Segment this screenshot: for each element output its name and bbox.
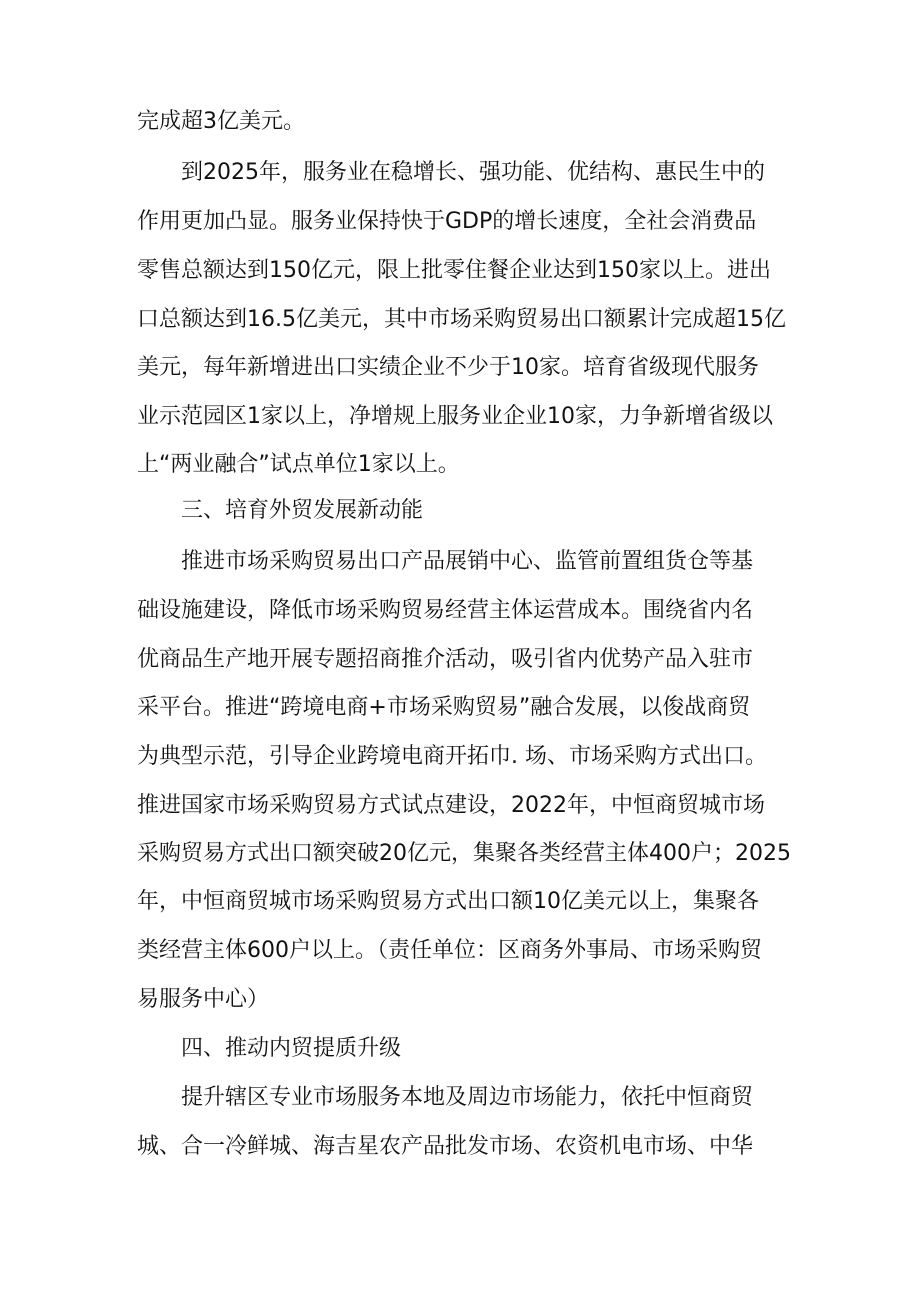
section-heading: 四、推动内贸提质升级 <box>181 1036 402 1061</box>
text-line: 提升辖区专业市场服务本地及周边市场能力，依托中恒商贸 <box>181 1085 754 1110</box>
text-line: 为典型示范，引导企业跨境电商开拓巾. 场、市场采购方式出口。 <box>137 744 767 769</box>
text-line: 优商品生产地开展专题招商推介活动，吸引省内优势产品入驻市 <box>137 647 754 672</box>
text-line: 推进市场采购贸易出口产品展销中心、监管前置组货仓等基 <box>181 549 754 574</box>
text-line: 易服务中心） <box>137 987 270 1012</box>
text-line: 年，中恒商贸城市场采购贸易方式出口额10亿美元以上，集聚各 <box>137 889 759 914</box>
text-line: 城、合一冷鲜城、海吉星农产品批发市场、农资机电市场、中华 <box>137 1134 754 1159</box>
text-line: 采购贸易方式出口额突破20亿元，集聚各类经营主体400户；2025 <box>137 841 791 866</box>
text-line: 美元，每年新增进出口实绩企业不少于10家。培育省级现代服务 <box>137 355 759 380</box>
text-line: 采平台。推进“跨境电商+市场采购贸易”融合发展，以俊战商贸 <box>137 695 751 720</box>
text-line: 零售总额达到150亿元，限上批零住餐企业达到150家以上。进出 <box>137 258 771 283</box>
text-line: 推进国家市场采购贸易方式试点建设，2022年，中恒商贸城市场 <box>137 793 765 818</box>
text-line: 础设施建设，降低市场采购贸易经营主体运营成本。围绕省内名 <box>137 598 754 623</box>
text-line: 业示范园区1家以上，净增规上服务业企业10家，力争新增省级以 <box>137 404 773 429</box>
text-line: 口总额达到16.5亿美元，其中市场采购贸易出口额累计完成超15亿 <box>137 307 786 332</box>
text-line: 上“两业融合”试点单位1家以上。 <box>137 452 460 477</box>
text-line: 作用更加凸显。服务业保持快于GDP的增长速度，全社会消费品 <box>137 209 757 234</box>
text-line: 类经营主体600户以上。（责任单位：区商务外事局、市场采购贸 <box>137 938 762 963</box>
section-heading: 三、培育外贸发展新动能 <box>181 498 424 523</box>
text-line: 到2025年，服务业在稳增长、强功能、优结构、惠民生中的 <box>181 160 765 185</box>
text-line: 完成超3亿美元。 <box>137 109 305 134</box>
